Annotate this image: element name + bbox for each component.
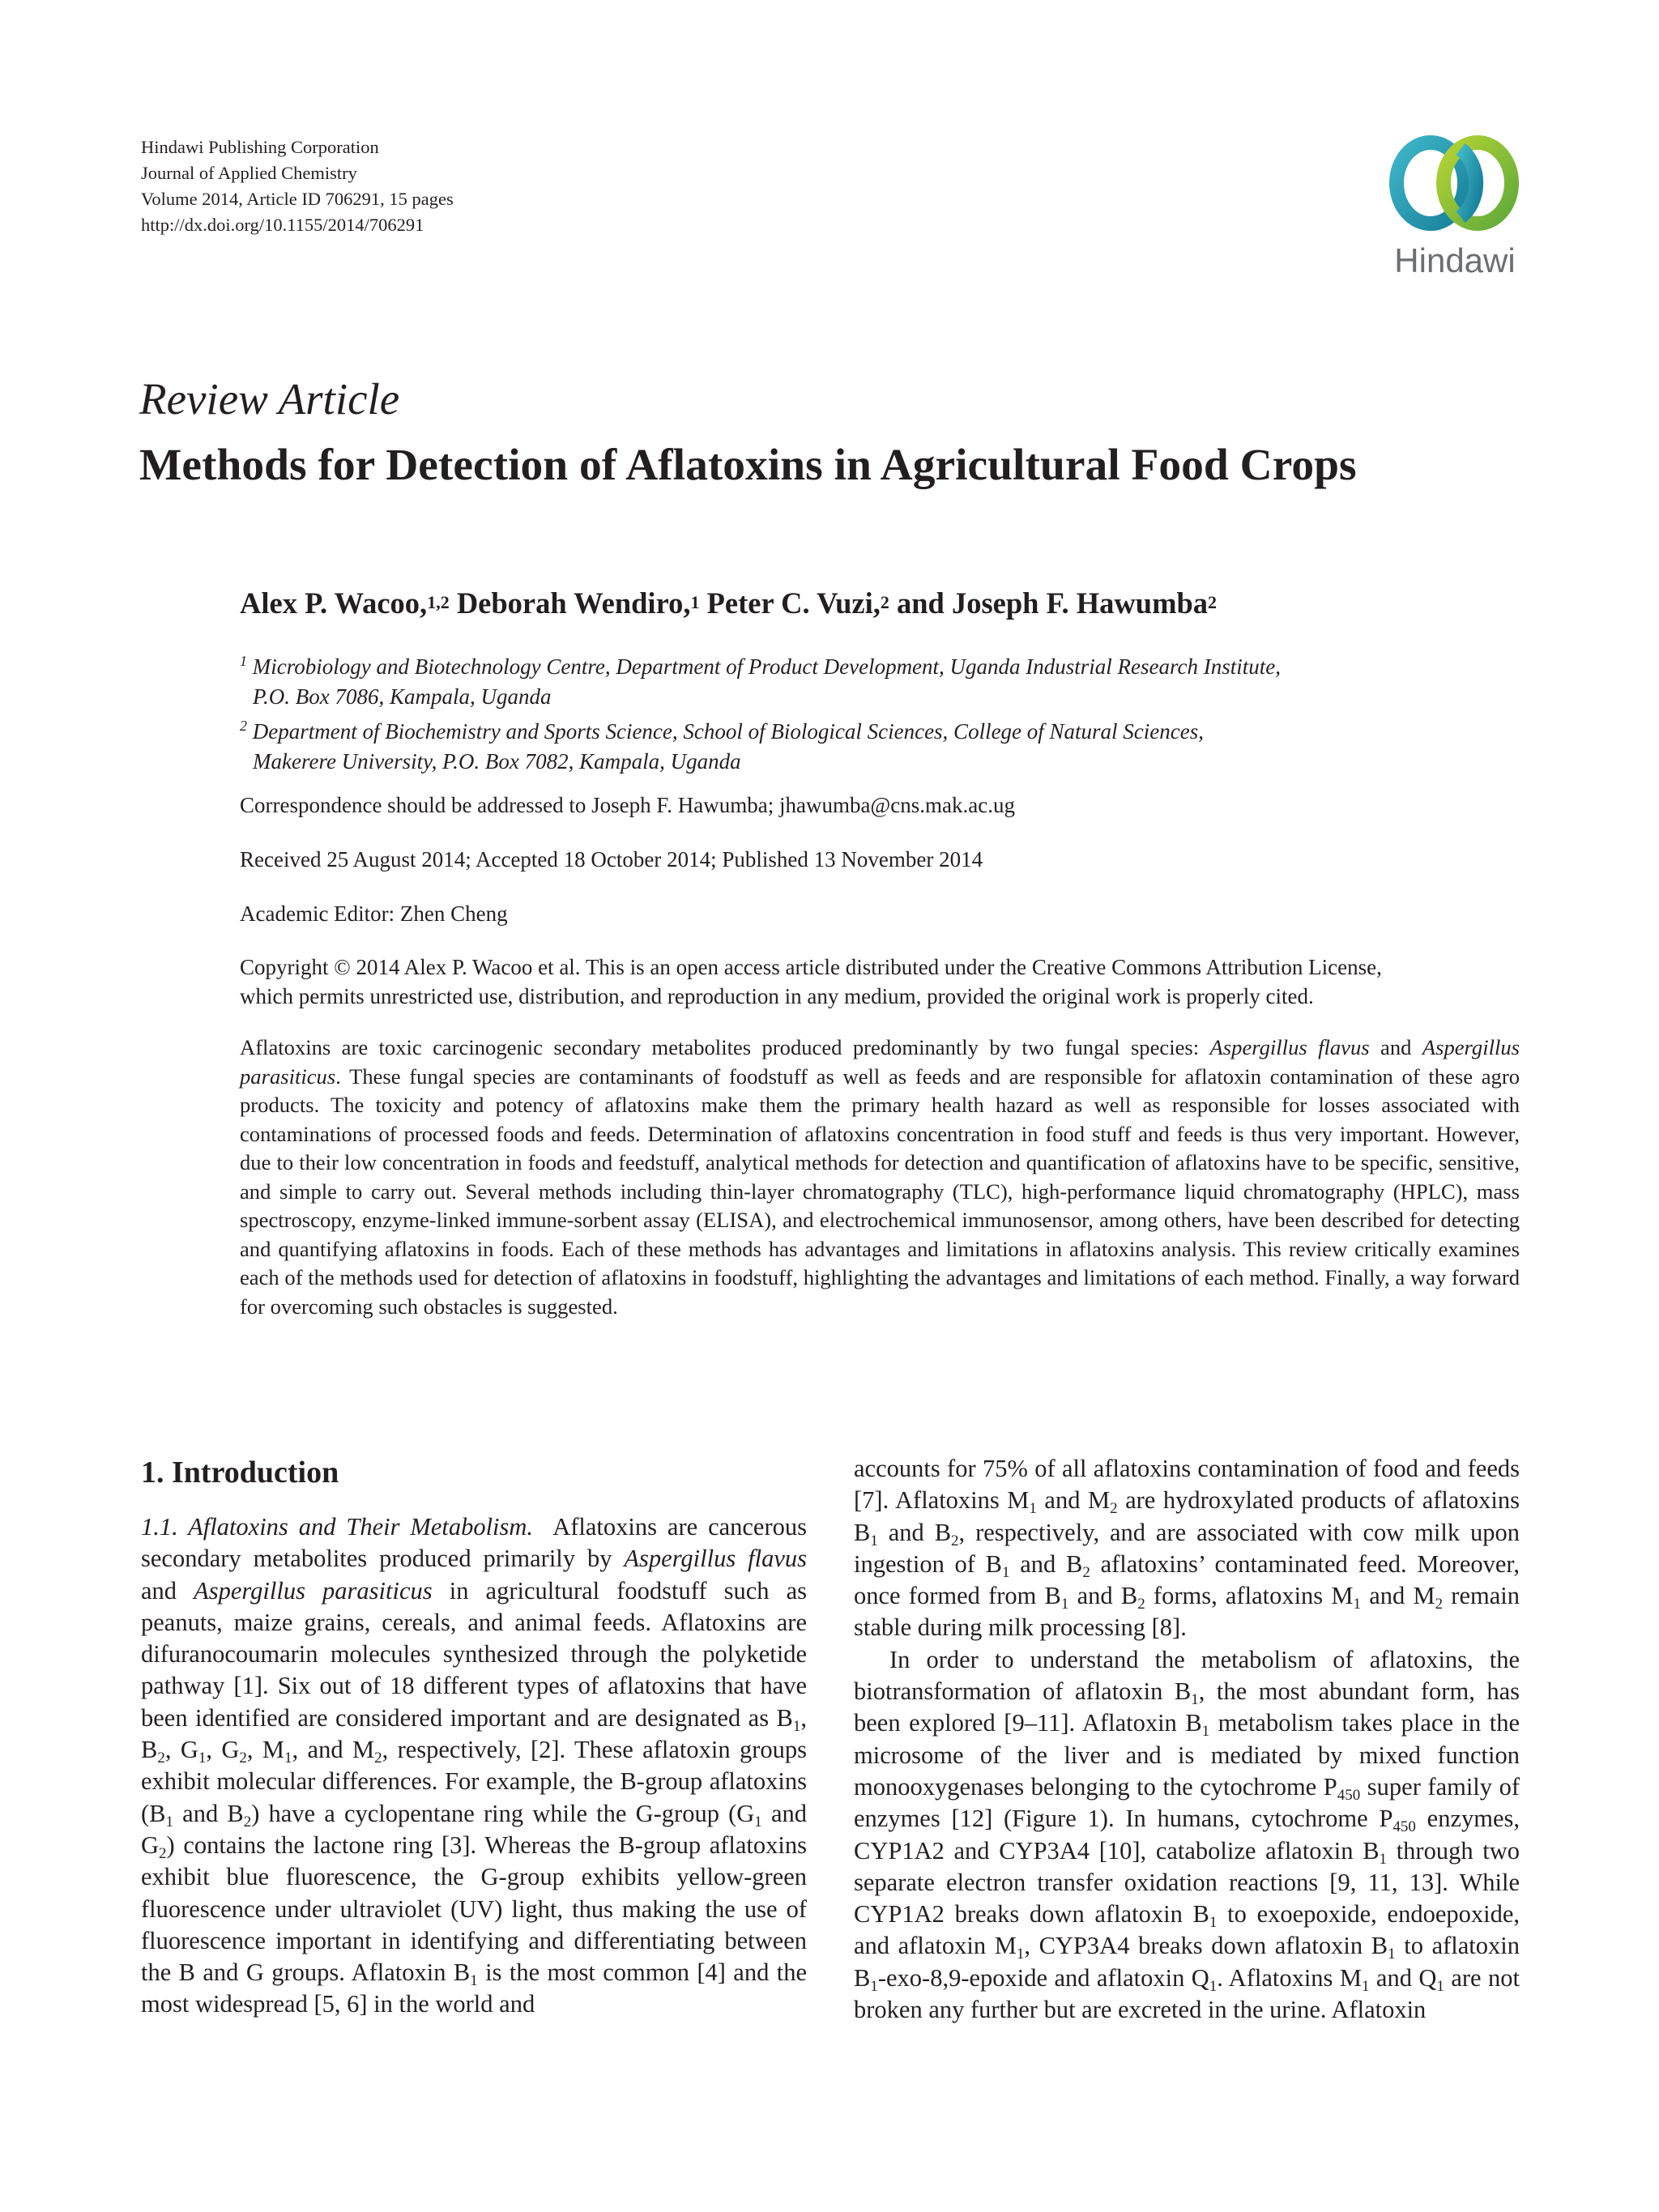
article-title: Methods for Detection of Aflatoxins in Agricultural Food Crops: [139, 441, 1357, 490]
correspondence: Correspondence should be addressed to Joseph F. Hawumba; jhawumba@cns.mak.ac.ug: [240, 793, 1015, 817]
author-affil-sup: 1,2: [427, 592, 450, 612]
affiliation-2: $^2$ Department of Biochemistry and Sports Science, School of Biological Sciences, College of Natural Sciences,: [240, 718, 1204, 744]
author-affil-sup: 2: [1208, 592, 1218, 612]
hindawi-wordmark: Hindawi: [1394, 241, 1516, 279]
publisher-name: Hindawi Publishing Corporation: [141, 137, 379, 157]
publication-dates: Received 25 August 2014; Accepted 18 October 2014; Published 13 November 2014: [240, 847, 983, 872]
affiliation-2-cont: Makerere University, P.O. Box 7082, Kampala, Uganda: [253, 748, 741, 774]
doi-link[interactable]: http://dx.doi.org/10.1155/2014/706291: [141, 215, 424, 235]
author-list: [240, 582, 1217, 629]
author-name: and Joseph F. Hawumba: [896, 586, 1209, 620]
subsection-heading: 1.1. Aflatoxins and Their Metabolism.: [141, 1513, 534, 1541]
copyright-notice: Copyright © 2014 Alex P. Wacoo et al. This is an open access article distributed under the Creative Commons Attribution License, which permits unrestricted use, distribution, and reproduction in any medium, provided the original work is properly cited.: [240, 955, 1382, 1008]
intro-paragraph-3: In order to understand the metabolism of aflatoxins, the biotransformation of aflatoxin $B_1$, the most abundant form, has been explored [9–11]. Aflatoxin $B_1$ metabolism takes place in the microsome of the liver and is mediated by mixed function monooxygenases belonging to the cytochrome $P_{450}$ super family of enzymes [12] (Figure 1). In humans, cytochrome $P_{450}$ enzymes, CYP1A2 and CYP3A4 [10], catabolize aflatoxin $B_1$ through two separate electron transfer oxidation reactions [9, 11, 13]. While CYP1A2 breaks down aflatoxin $B_1$ to exoepoxide, endoepoxide, and aflatoxin $M_1$, CYP3A4 breaks down aflatoxin $B_1$ to aflatoxin $B_1-exo-8,9$-epoxide and aflatoxin $Q_1$. Aflatoxins $M_1$ and $Q_1$ are not broken any further but are excreted in the urine. Aflatoxin: [854, 1645, 1520, 2024]
author-name: Peter C. Vuzi,: [706, 586, 881, 620]
author-name: Deborah Wendiro,: [456, 586, 691, 620]
intro-paragraph-1: 1.1. Aflatoxins and Their Metabolism. Aflatoxins are cancerous secondary metabolites produced primarily by Aspergillus flavus and Aspergillus parasiticus in agricultural foodstuff such as peanuts, maize grains, cereals, and animal feeds. Aflatoxins are difuranocoumarin molecules synthesized through the polyketide pathway [1]. Six out of 18 different types of aflatoxins that have been identified are considered important and are designated as $B_1$, $B_2$, $G_1$, $G_2$, $M_1$, and $M_2$, respectively, [2]. These aflatoxin groups exhibit molecular differences. For example, the B-group aflatoxins ($B_1$ and $B_2$) have a cyclopentane ring while the G-group ($G_1$ and $G_2$) contains the lactone ring [3]. Whereas the B-group aflatoxins exhibit blue fluorescence, the G-group exhibits yellow-green fluorescence under ultraviolet (UV) light, thus making the use of fluorescence important in identifying and differentiating between the B and G groups. Aflatoxin $B_1$ is the most common [4] and the most widespread [5, 6] in the world and: [141, 1513, 808, 2018]
author-affil-sup: 1: [690, 592, 700, 612]
hindawi-logo: [1374, 133, 1536, 282]
volume-info: Volume 2014, Article ID 706291, 15 pages: [141, 189, 454, 209]
journal-header: [141, 134, 454, 238]
academic-editor: Academic Editor: Zhen Cheng: [240, 901, 508, 926]
hindawi-rings-icon: [1374, 133, 1536, 282]
intro-paragraph-2: accounts for 75% of all aflatoxins contamination of food and feeds [7]. Aflatoxins $M_1$ and $M_2$ are hydroxylated products of aflatoxins $B_1$ and $B_2$, respectively, and are associated with cow milk upon ingestion of $B_1$ and $B_2$ aflatoxins’ contaminated feed. Moreover, once formed from $B_1$ and $B_2$ forms, aflatoxins $M_1$ and $M_2$ remain stable during milk processing [8].: [854, 1455, 1520, 1642]
left-column: [141, 1453, 807, 2021]
affiliations: [240, 646, 1536, 776]
affiliation-1-cont: P.O. Box 7086, Kampala, Uganda: [253, 684, 552, 709]
affiliation-1: $^1$ Microbiology and Biotechnology Centre, Department of Product Development, Uganda Industrial Research Institute,: [240, 653, 1282, 679]
author-name: Alex P. Wacoo,: [240, 586, 428, 620]
article-type: Review Article: [139, 374, 400, 424]
right-column: [854, 1453, 1520, 2026]
abstract: Aflatoxins are toxic carcinogenic secondary metabolites produced predominantly by two fungal species: Aspergillus flavus and Aspergillus parasiticus. These fungal species are contaminants of foodstuff as well as feeds and are responsible for aflatoxin contamination of these agro products. The toxicity and potency of aflatoxins make them the primary health hazard as well as responsible for losses associated with contaminations of processed foods and feeds. Determination of aflatoxins concentration in food stuff and feeds is thus very important. However, due to their low concentration in foods and feedstuff, analytical methods for detection and quantification of aflatoxins have to be specific, sensitive, and simple to carry out. Several methods including thin-layer chromatography (TLC), high-performance liquid chromatography (HPLC), mass spectroscopy, enzyme-linked immune-sorbent assay (ELISA), and electrochemical immunosensor, among others, have been described for detecting and quantifying aflatoxins in foods. Each of these methods has advantages and limitations in aflatoxins analysis. This review critically examines each of the methods used for detection of aflatoxins in foodstuff, highlighting the advantages and limitations of each method. Finally, a way forward for overcoming such obstacles is suggested.: [240, 1035, 1520, 1319]
section-heading: 1. Introduction: [141, 1455, 339, 1490]
journal-name: Journal of Applied Chemistry: [141, 163, 357, 183]
author-affil-sup: 2: [880, 592, 889, 612]
